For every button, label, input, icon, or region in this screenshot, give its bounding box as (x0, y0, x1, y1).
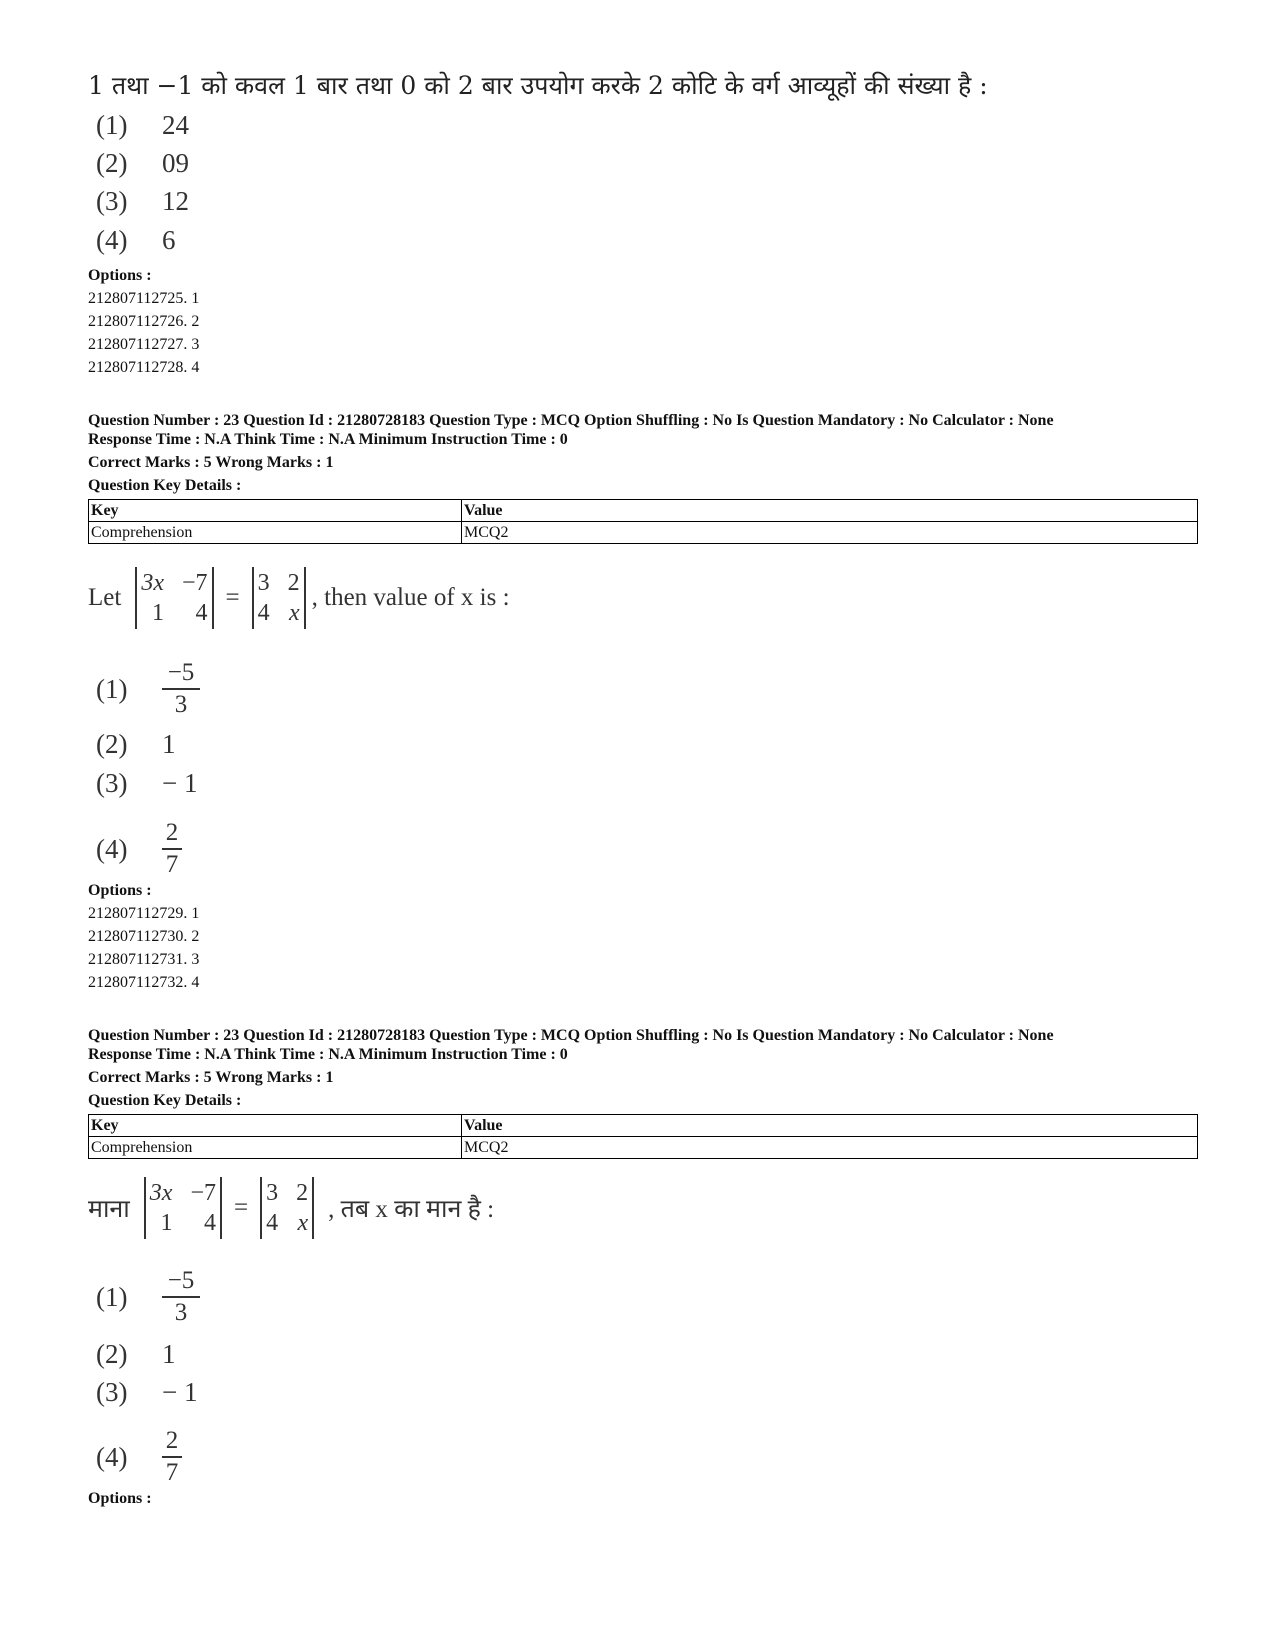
q3-table-header-value: Value (462, 1115, 1198, 1137)
q3-key-details-label: Question Key Details : (88, 1092, 242, 1109)
q2-table-cell-key: Comprehension (89, 522, 462, 544)
q3-table-cell-key: Comprehension (89, 1137, 462, 1159)
q3-equals: = (233, 1194, 249, 1221)
q3-option-3: (3) − 1 (96, 1377, 198, 1407)
q2-question-text (88, 562, 510, 634)
q3-option-2: (2) 1 (96, 1339, 176, 1369)
q2-option-3: (3) − 1 (96, 768, 198, 798)
table-row (89, 522, 1198, 544)
q2-option-id-1: 212807112729. 1 (88, 905, 200, 922)
q2-key-table (88, 499, 1198, 544)
q2-option-1: (1) $\frac{-5}{3}$ (96, 658, 200, 720)
q1-options-label: Options : (88, 267, 152, 284)
q1-option-id-2: 212807112726. 2 (88, 313, 200, 330)
table-row (89, 1137, 1198, 1159)
q1-option-id-3: 212807112727. 3 (88, 336, 200, 353)
q2-meta-line-1: Question Number : 23 Question Id : 21280728183 Question Type : MCQ Option Shuffling : No Is Question Mandatory : No Calculator : None (88, 412, 1054, 429)
q3-question-text (88, 1172, 494, 1244)
q3-meta-line-2: Response Time : N.A Think Time : N.A Minimum Instruction Time : 0 (88, 1046, 568, 1063)
q2-key-details-label: Question Key Details : (88, 477, 242, 494)
q3-table-cell-value: MCQ2 (462, 1137, 1198, 1159)
q1-option-id-1: 212807112725. 1 (88, 290, 200, 307)
q2-options-label: Options : (88, 882, 152, 899)
q2-option-id-2: 212807112730. 2 (88, 928, 200, 945)
table-row (89, 500, 1198, 522)
q3-matrix-left: 3x −7 1 4 (144, 1177, 222, 1239)
q2-table-header-key: Key (89, 500, 462, 522)
q2-marks: Correct Marks : 5 Wrong Marks : 1 (88, 454, 334, 471)
q1-option-id-4: 212807112728. 4 (88, 359, 200, 376)
q3-options-label: Options : (88, 1490, 152, 1507)
q3-option-4: (4) $\frac{2}{7}$ (96, 1426, 182, 1488)
q3-meta-line-1: Question Number : 23 Question Id : 21280728183 Question Type : MCQ Option Shuffling : No Is Question Mandatory : No Calculator : None (88, 1027, 1054, 1044)
q2-option-2: (2) 1 (96, 729, 176, 759)
q1-option-2: (2) 09 (96, 148, 189, 178)
q1-option-3: (3) 12 (96, 186, 189, 216)
q2-table-header-value: Value (462, 500, 1198, 522)
q2-matrix-left: 3x −7 1 4 (135, 567, 213, 629)
q2-option-4: (4) $\frac{2}{7}$ (96, 818, 182, 880)
table-row (89, 1115, 1198, 1137)
q3-prefix: माना (88, 1196, 130, 1223)
q2-option-id-3: 212807112731. 3 (88, 951, 200, 968)
q2-table-cell-value: MCQ2 (462, 522, 1198, 544)
q3-table-header-key: Key (89, 1115, 462, 1137)
q1-option-4: (4) 6 (96, 225, 176, 255)
q3-marks: Correct Marks : 5 Wrong Marks : 1 (88, 1069, 334, 1086)
q3-key-table (88, 1114, 1198, 1159)
q2-meta-line-2: Response Time : N.A Think Time : N.A Minimum Instruction Time : 0 (88, 431, 568, 448)
q2-suffix: , then value of x is : (311, 584, 510, 611)
q3-matrix-right: 3 2 4 x (260, 1177, 314, 1239)
q2-prefix: Let (88, 584, 122, 611)
q3-suffix: , तब x का मान है : (328, 1196, 495, 1223)
q1-option-1: (1) 24 (96, 110, 189, 140)
q2-matrix-right: 3 2 4 x (252, 567, 306, 629)
q2-equals: = (225, 584, 240, 611)
q1-question-text: 1 तथा −1 को कवल 1 बार तथा 0 को 2 बार उपयोग करके 2 कोटि के वर्ग आव्यूहों की संख्या है : (88, 71, 988, 100)
q3-option-1: (1) $\frac{-5}{3}$ (96, 1266, 200, 1328)
q2-option-id-4: 212807112732. 4 (88, 974, 200, 991)
